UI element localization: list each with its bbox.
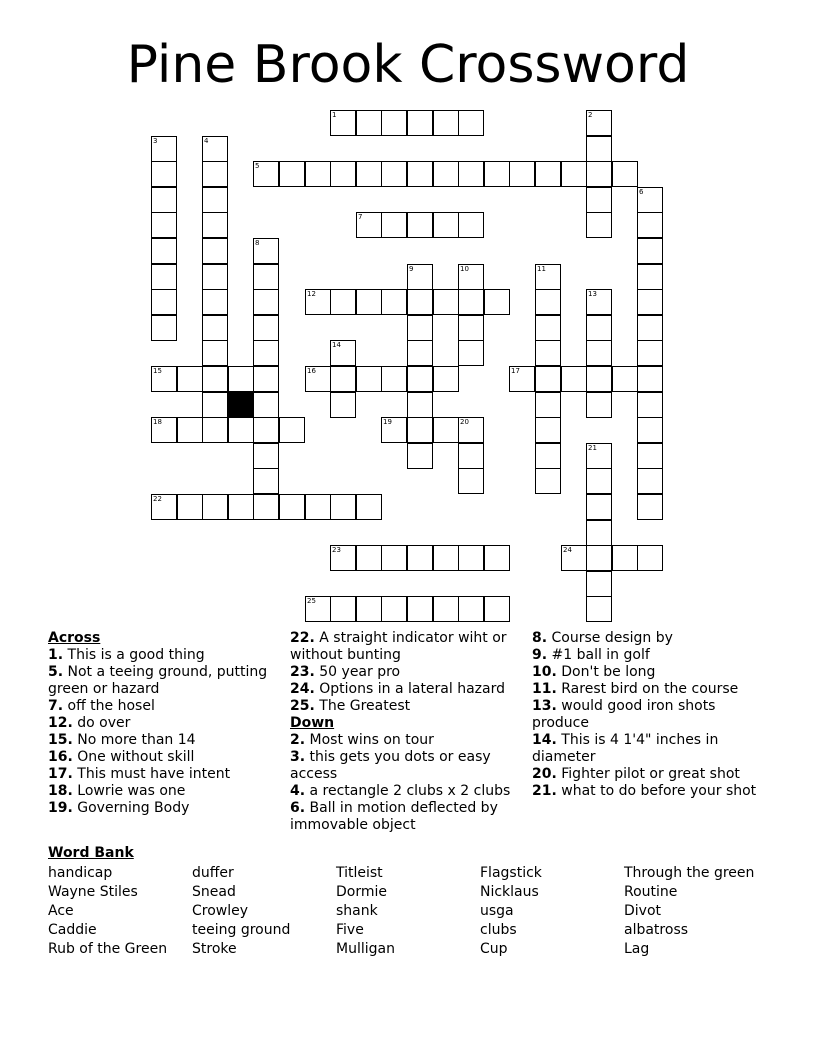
grid-cell[interactable] xyxy=(151,187,177,213)
word-bank-word: Divot xyxy=(624,903,662,919)
grid-cell[interactable] xyxy=(586,494,612,520)
word-bank-word: Snead xyxy=(192,884,236,900)
grid-cell[interactable] xyxy=(433,161,459,187)
grid-cell[interactable] xyxy=(561,161,587,187)
grid-cell[interactable] xyxy=(407,392,433,418)
clue-text: this gets you dots or easy access xyxy=(290,749,491,782)
clue-number-25: 25 xyxy=(307,597,316,605)
word-bank-column xyxy=(48,864,167,959)
clue-number-6: 6 xyxy=(639,188,644,196)
clue-text: A straight indicator wiht or without bunting xyxy=(290,630,507,663)
grid-cell[interactable] xyxy=(637,494,663,520)
word-bank-word: teeing ground xyxy=(192,922,291,938)
grid-cell[interactable] xyxy=(202,289,228,315)
word-bank-word: Cup xyxy=(480,941,508,957)
clue-number: 9. xyxy=(532,647,548,663)
grid-cell[interactable] xyxy=(535,315,561,341)
grid-cell[interactable] xyxy=(381,110,407,136)
grid-cell[interactable] xyxy=(612,545,638,571)
clue-number-1: 1 xyxy=(332,111,337,119)
grid-cell[interactable] xyxy=(458,110,484,136)
grid-cell[interactable] xyxy=(253,289,279,315)
down-heading: Down xyxy=(290,715,335,731)
grid-cell[interactable] xyxy=(202,212,228,238)
word-bank-word: Crowley xyxy=(192,903,249,919)
grid-cell[interactable] xyxy=(586,468,612,494)
word-bank-word: Wayne Stiles xyxy=(48,884,138,900)
clue-number: 21. xyxy=(532,783,557,799)
clue-number-8: 8 xyxy=(255,239,260,247)
grid-cell[interactable] xyxy=(151,315,177,341)
grid-cell[interactable] xyxy=(177,366,203,392)
clue-number-17: 17 xyxy=(511,367,520,375)
grid-cell[interactable] xyxy=(253,392,279,418)
grid-cell[interactable] xyxy=(637,238,663,264)
clue-text: Options in a lateral hazard xyxy=(314,681,505,697)
grid-cell[interactable] xyxy=(561,366,587,392)
grid-cell[interactable] xyxy=(612,366,638,392)
grid-cell[interactable] xyxy=(433,545,459,571)
clue-text: Most wins on tour xyxy=(305,732,434,748)
across-clue xyxy=(290,681,522,698)
grid-cell[interactable] xyxy=(253,494,279,520)
grid-cell[interactable] xyxy=(381,366,407,392)
grid-cell[interactable] xyxy=(253,264,279,290)
across-clue xyxy=(48,715,280,732)
grid-cell[interactable] xyxy=(202,161,228,187)
grid-cell[interactable] xyxy=(586,212,612,238)
word-bank-column xyxy=(336,864,395,959)
clue-text: Rarest bird on the course xyxy=(556,681,739,697)
grid-cell[interactable] xyxy=(202,494,228,520)
word-bank-word: Ace xyxy=(48,903,74,919)
word-bank-word: Rub of the Green xyxy=(48,941,168,957)
clue-number: 13. xyxy=(532,698,557,714)
word-bank-word: Through the green xyxy=(624,865,755,881)
clue-number: 15. xyxy=(48,732,73,748)
down-clue xyxy=(532,732,772,766)
word-bank-word: duffer xyxy=(192,865,234,881)
grid-cell[interactable] xyxy=(330,596,356,622)
grid-cell[interactable] xyxy=(381,161,407,187)
clue-number-22: 22 xyxy=(153,495,162,503)
grid-cell[interactable] xyxy=(407,161,433,187)
grid-cell[interactable] xyxy=(381,212,407,238)
grid-cell[interactable] xyxy=(586,187,612,213)
grid-cell[interactable] xyxy=(586,366,612,392)
clue-number: 18. xyxy=(48,783,73,799)
grid-cell[interactable] xyxy=(330,392,356,418)
clue-text: do over xyxy=(72,715,131,731)
grid-cell[interactable] xyxy=(637,468,663,494)
black-square xyxy=(228,392,254,418)
grid-cell[interactable] xyxy=(356,366,382,392)
word-bank-word: clubs xyxy=(480,922,517,938)
across-clue xyxy=(48,749,280,766)
grid-cell[interactable] xyxy=(253,315,279,341)
clue-text: what to do before your shot xyxy=(556,783,757,799)
clue-text: Lowrie was one xyxy=(72,783,186,799)
clue-column-3 xyxy=(532,630,772,800)
grid-cell[interactable] xyxy=(177,494,203,520)
across-clue xyxy=(48,732,280,749)
grid-cell[interactable] xyxy=(330,494,356,520)
grid-cell[interactable] xyxy=(586,596,612,622)
clue-number: 12. xyxy=(48,715,73,731)
grid-cell[interactable] xyxy=(484,545,510,571)
grid-cell[interactable] xyxy=(407,289,433,315)
grid-cell[interactable] xyxy=(586,161,612,187)
word-bank-word: Caddie xyxy=(48,922,97,938)
clue-number: 1. xyxy=(48,647,64,663)
across-clue xyxy=(48,783,280,800)
grid-cell[interactable] xyxy=(586,392,612,418)
grid-cell[interactable] xyxy=(458,212,484,238)
grid-cell[interactable] xyxy=(458,161,484,187)
clue-number-18: 18 xyxy=(153,418,162,426)
grid-cell[interactable] xyxy=(279,494,305,520)
grid-cell[interactable] xyxy=(458,315,484,341)
grid-cell[interactable] xyxy=(407,340,433,366)
down-clue xyxy=(290,783,522,800)
grid-cell[interactable] xyxy=(228,494,254,520)
word-bank-word: Flagstick xyxy=(480,865,542,881)
grid-cell[interactable] xyxy=(407,417,433,443)
grid-cell[interactable] xyxy=(433,366,459,392)
grid-cell[interactable] xyxy=(330,289,356,315)
across-clue xyxy=(290,664,522,681)
grid-cell[interactable] xyxy=(586,545,612,571)
clue-number: 3. xyxy=(290,749,306,765)
grid-cell[interactable] xyxy=(407,545,433,571)
down-clue xyxy=(290,800,522,834)
grid-cell[interactable] xyxy=(637,443,663,469)
clue-text: Fighter pilot or great shot xyxy=(556,766,740,782)
clue-number-20: 20 xyxy=(460,418,469,426)
grid-cell[interactable] xyxy=(458,545,484,571)
grid-cell[interactable] xyxy=(458,468,484,494)
clue-number: 17. xyxy=(48,766,73,782)
down-clue xyxy=(290,749,522,783)
clue-number: 2. xyxy=(290,732,306,748)
grid-cell[interactable] xyxy=(535,289,561,315)
grid-cell[interactable] xyxy=(637,212,663,238)
clue-number: 24. xyxy=(290,681,315,697)
grid-cell[interactable] xyxy=(202,340,228,366)
grid-cell[interactable] xyxy=(407,110,433,136)
grid-cell[interactable] xyxy=(484,596,510,622)
grid-cell[interactable] xyxy=(202,417,228,443)
clue-text: This must have intent xyxy=(72,766,231,782)
clue-number: 14. xyxy=(532,732,557,748)
clue-text: The Greatest xyxy=(314,698,411,714)
clue-text: a rectangle 2 clubs x 2 clubs xyxy=(305,783,511,799)
grid-cell[interactable] xyxy=(433,596,459,622)
clue-text: This is 4 1'4" inches in diameter xyxy=(532,732,719,765)
clue-number-24: 24 xyxy=(563,546,572,554)
across-clue xyxy=(48,800,280,817)
across-clue xyxy=(290,630,522,664)
clue-number-19: 19 xyxy=(383,418,392,426)
grid-cell[interactable] xyxy=(458,340,484,366)
across-clue xyxy=(48,698,280,715)
clue-number-11: 11 xyxy=(537,265,546,273)
grid-cell[interactable] xyxy=(433,417,459,443)
grid-cell[interactable] xyxy=(637,545,663,571)
clue-text: Ball in motion deflected by immovable object xyxy=(290,800,498,833)
grid-cell[interactable] xyxy=(407,366,433,392)
clue-number: 22. xyxy=(290,630,315,646)
grid-cell[interactable] xyxy=(535,366,561,392)
grid-cell[interactable] xyxy=(228,366,254,392)
grid-cell[interactable] xyxy=(202,238,228,264)
word-bank-word: albatross xyxy=(624,922,689,938)
clue-text: One without skill xyxy=(72,749,195,765)
grid-cell[interactable] xyxy=(279,417,305,443)
grid-cell[interactable] xyxy=(253,443,279,469)
grid-cell[interactable] xyxy=(305,494,331,520)
grid-cell[interactable] xyxy=(484,161,510,187)
grid-cell[interactable] xyxy=(356,596,382,622)
clue-text: Not a teeing ground, putting green or hazard xyxy=(48,664,268,697)
grid-cell[interactable] xyxy=(586,571,612,597)
grid-cell[interactable] xyxy=(586,315,612,341)
clue-number-12: 12 xyxy=(307,290,316,298)
word-bank-word: shank xyxy=(336,903,378,919)
clue-number-2: 2 xyxy=(588,111,593,119)
down-clue xyxy=(532,664,772,681)
down-clue xyxy=(290,732,522,749)
grid-cell[interactable] xyxy=(381,596,407,622)
grid-cell[interactable] xyxy=(535,392,561,418)
clue-number-13: 13 xyxy=(588,290,597,298)
across-heading: Across xyxy=(48,630,101,646)
grid-cell[interactable] xyxy=(381,289,407,315)
grid-cell[interactable] xyxy=(458,289,484,315)
grid-cell[interactable] xyxy=(407,596,433,622)
grid-cell[interactable] xyxy=(151,238,177,264)
clue-text: would good iron shots produce xyxy=(532,698,716,731)
grid-cell[interactable] xyxy=(433,212,459,238)
clue-number: 19. xyxy=(48,800,73,816)
clue-text: This is a good thing xyxy=(63,647,205,663)
down-clue xyxy=(532,630,772,647)
clue-number: 5. xyxy=(48,664,64,680)
word-bank-word: handicap xyxy=(48,865,113,881)
down-clue xyxy=(532,783,772,800)
grid-cell[interactable] xyxy=(484,289,510,315)
grid-cell[interactable] xyxy=(228,417,254,443)
clue-text: No more than 14 xyxy=(72,732,196,748)
grid-cell[interactable] xyxy=(637,289,663,315)
grid-cell[interactable] xyxy=(407,212,433,238)
grid-cell[interactable] xyxy=(458,443,484,469)
grid-cell[interactable] xyxy=(433,289,459,315)
grid-cell[interactable] xyxy=(535,468,561,494)
grid-cell[interactable] xyxy=(637,264,663,290)
grid-cell[interactable] xyxy=(458,596,484,622)
grid-cell[interactable] xyxy=(151,289,177,315)
grid-cell[interactable] xyxy=(253,417,279,443)
word-bank-word: Stroke xyxy=(192,941,237,957)
grid-cell[interactable] xyxy=(407,443,433,469)
grid-cell[interactable] xyxy=(356,494,382,520)
clue-number: 20. xyxy=(532,766,557,782)
grid-cell[interactable] xyxy=(637,315,663,341)
clue-number: 10. xyxy=(532,664,557,680)
clue-number-3: 3 xyxy=(153,137,158,145)
across-clue xyxy=(290,698,522,715)
grid-cell[interactable] xyxy=(407,315,433,341)
across-clue xyxy=(48,766,280,783)
grid-cell[interactable] xyxy=(330,366,356,392)
word-bank-column xyxy=(192,864,290,959)
clue-number: 6. xyxy=(290,800,306,816)
grid-cell[interactable] xyxy=(279,161,305,187)
clue-text: #1 ball in golf xyxy=(547,647,650,663)
grid-cell[interactable] xyxy=(637,366,663,392)
word-bank-word: Mulligan xyxy=(336,941,395,957)
clue-number-21: 21 xyxy=(588,444,597,452)
grid-cell[interactable] xyxy=(202,315,228,341)
clue-number-16: 16 xyxy=(307,367,316,375)
clue-number-14: 14 xyxy=(332,341,341,349)
grid-cell[interactable] xyxy=(253,468,279,494)
grid-cell[interactable] xyxy=(356,161,382,187)
across-clue xyxy=(48,647,280,664)
down-clue xyxy=(532,681,772,698)
grid-cell[interactable] xyxy=(253,340,279,366)
grid-cell[interactable] xyxy=(151,212,177,238)
word-bank-column xyxy=(480,864,542,959)
grid-cell[interactable] xyxy=(586,520,612,546)
clue-column-1 xyxy=(48,630,280,817)
clue-text: 50 year pro xyxy=(314,664,401,680)
word-bank-column xyxy=(624,864,754,959)
clue-number-10: 10 xyxy=(460,265,469,273)
grid-cell[interactable] xyxy=(433,110,459,136)
grid-cell[interactable] xyxy=(509,161,535,187)
clue-number: 8. xyxy=(532,630,548,646)
clue-text: off the hosel xyxy=(63,698,155,714)
grid-cell[interactable] xyxy=(177,417,203,443)
clue-number: 25. xyxy=(290,698,315,714)
grid-cell[interactable] xyxy=(356,289,382,315)
clue-number: 11. xyxy=(532,681,557,697)
grid-cell[interactable] xyxy=(535,443,561,469)
grid-cell[interactable] xyxy=(612,161,638,187)
word-bank-word: usga xyxy=(480,903,514,919)
clue-number: 16. xyxy=(48,749,73,765)
grid-cell[interactable] xyxy=(202,366,228,392)
clue-number: 23. xyxy=(290,664,315,680)
grid-cell[interactable] xyxy=(151,161,177,187)
grid-cell[interactable] xyxy=(535,161,561,187)
grid-cell[interactable] xyxy=(535,417,561,443)
down-clue xyxy=(532,766,772,783)
grid-cell[interactable] xyxy=(586,136,612,162)
word-bank-word: Lag xyxy=(624,941,650,957)
clue-number-5: 5 xyxy=(255,162,260,170)
clue-number-15: 15 xyxy=(153,367,162,375)
clue-text: Governing Body xyxy=(72,800,190,816)
grid-cell[interactable] xyxy=(305,161,331,187)
page-title: Pine Brook Crossword xyxy=(126,35,690,95)
grid-cell[interactable] xyxy=(202,264,228,290)
grid-cell[interactable] xyxy=(637,392,663,418)
grid-cell[interactable] xyxy=(381,545,407,571)
grid-cell[interactable] xyxy=(637,417,663,443)
word-bank-word: Routine xyxy=(624,884,678,900)
clue-number: 4. xyxy=(290,783,306,799)
down-clue xyxy=(532,698,772,732)
grid-cell[interactable] xyxy=(202,392,228,418)
grid-cell[interactable] xyxy=(330,161,356,187)
clue-number-23: 23 xyxy=(332,546,341,554)
grid-cell[interactable] xyxy=(356,110,382,136)
across-clue xyxy=(48,664,280,698)
grid-cell[interactable] xyxy=(202,187,228,213)
clue-text: Don't be long xyxy=(556,664,656,680)
clue-number: 7. xyxy=(48,698,64,714)
clue-number-9: 9 xyxy=(409,265,414,273)
grid-cell[interactable] xyxy=(356,545,382,571)
word-bank-word: Nicklaus xyxy=(480,884,539,900)
down-clue xyxy=(532,647,772,664)
word-bank-word: Titleist xyxy=(336,865,383,881)
word-bank-word: Five xyxy=(336,922,364,938)
clue-text: Course design by xyxy=(547,630,673,646)
clue-column-2 xyxy=(290,630,522,834)
grid-cell[interactable] xyxy=(637,340,663,366)
clue-number-4: 4 xyxy=(204,137,209,145)
grid-cell[interactable] xyxy=(535,340,561,366)
grid-cell[interactable] xyxy=(151,264,177,290)
word-bank-word: Dormie xyxy=(336,884,387,900)
clue-number-7: 7 xyxy=(358,213,363,221)
grid-cell[interactable] xyxy=(253,366,279,392)
grid-cell[interactable] xyxy=(586,340,612,366)
word-bank-heading: Word Bank xyxy=(48,845,134,861)
